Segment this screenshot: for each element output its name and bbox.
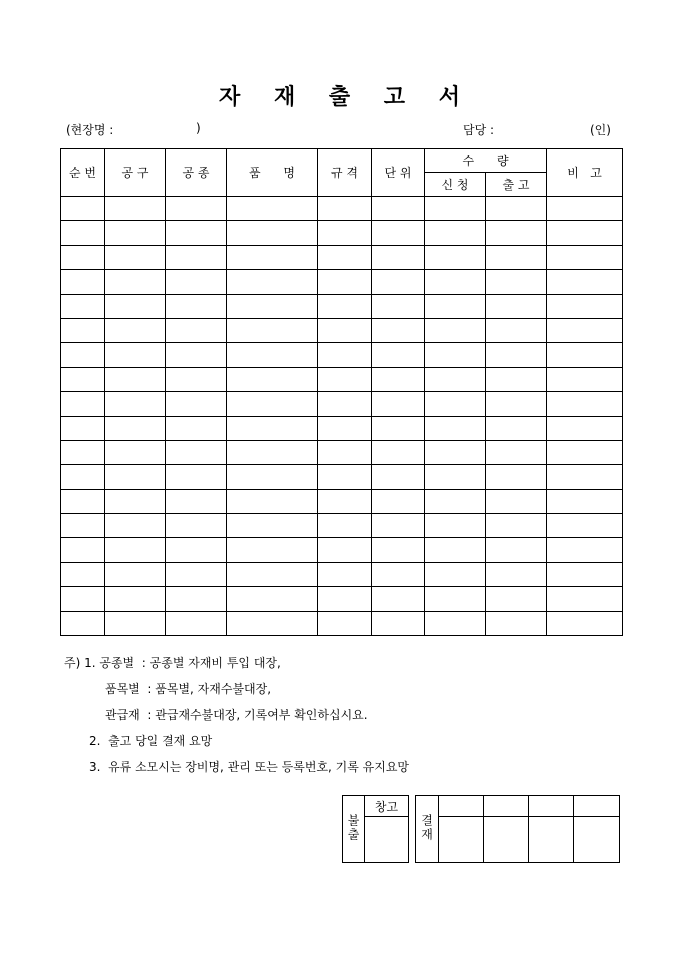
page-title: 자 재 출 고 서: [219, 84, 461, 110]
col-note-header: 비 고: [547, 149, 623, 197]
table-cell[interactable]: [318, 465, 372, 489]
table-cell[interactable]: [227, 294, 318, 318]
table-row: [61, 514, 623, 538]
table-row: [61, 562, 623, 586]
table-cell[interactable]: [105, 197, 166, 221]
table-cell[interactable]: [105, 611, 166, 635]
table-cell[interactable]: [166, 538, 227, 562]
table-cell[interactable]: [61, 538, 105, 562]
table-cell[interactable]: [105, 294, 166, 318]
table-row: [61, 245, 623, 269]
table-cell[interactable]: [425, 245, 486, 269]
table-cell[interactable]: [166, 416, 227, 440]
table-cell[interactable]: [425, 367, 486, 391]
table-cell[interactable]: [166, 343, 227, 367]
table-cell[interactable]: [105, 416, 166, 440]
table-cell[interactable]: [547, 318, 623, 342]
table-cell[interactable]: [547, 197, 623, 221]
table-cell[interactable]: [547, 440, 623, 464]
table-cell[interactable]: [372, 245, 425, 269]
table-row: [61, 489, 623, 513]
table-cell[interactable]: [227, 514, 318, 538]
table-row: [61, 367, 623, 391]
table-cell[interactable]: [227, 245, 318, 269]
table-cell[interactable]: [372, 465, 425, 489]
table-cell[interactable]: [547, 611, 623, 635]
table-cell[interactable]: [425, 416, 486, 440]
table-cell[interactable]: [318, 367, 372, 391]
table-cell[interactable]: [227, 343, 318, 367]
table-cell[interactable]: [318, 245, 372, 269]
table-cell[interactable]: [227, 538, 318, 562]
table-cell[interactable]: [486, 367, 547, 391]
approval-label: 결재: [416, 796, 439, 863]
table-cell[interactable]: [61, 294, 105, 318]
table-cell[interactable]: [166, 514, 227, 538]
notes: [64, 650, 409, 780]
table-cell[interactable]: [166, 611, 227, 635]
table-cell[interactable]: [425, 611, 486, 635]
table-cell[interactable]: [61, 514, 105, 538]
table-row: [61, 538, 623, 562]
table-cell[interactable]: [547, 367, 623, 391]
table-cell[interactable]: [105, 465, 166, 489]
table-cell[interactable]: [372, 197, 425, 221]
approval-sign-3: [529, 817, 574, 863]
table-cell[interactable]: [166, 587, 227, 611]
table-cell[interactable]: [547, 538, 623, 562]
note-1a: 공종별 : 공종별 자재비 투입 대장,: [99, 656, 281, 670]
table-cell[interactable]: [318, 587, 372, 611]
table-cell[interactable]: [547, 514, 623, 538]
table-cell[interactable]: [486, 197, 547, 221]
table-cell[interactable]: [166, 221, 227, 245]
table-cell[interactable]: [425, 221, 486, 245]
table-cell[interactable]: [372, 367, 425, 391]
dispatch-label: 불출: [343, 796, 365, 863]
table-cell[interactable]: [61, 562, 105, 586]
table-cell[interactable]: [486, 392, 547, 416]
table-cell[interactable]: [227, 587, 318, 611]
table-cell[interactable]: [372, 392, 425, 416]
table-cell[interactable]: [486, 270, 547, 294]
table-row: [61, 465, 623, 489]
table-cell[interactable]: [547, 465, 623, 489]
table-cell[interactable]: [61, 416, 105, 440]
table-cell[interactable]: [227, 392, 318, 416]
sign-gap: [409, 796, 416, 863]
table-cell[interactable]: [166, 318, 227, 342]
table-cell[interactable]: [61, 270, 105, 294]
table-cell[interactable]: [61, 465, 105, 489]
table-cell[interactable]: [372, 611, 425, 635]
table-cell[interactable]: [105, 587, 166, 611]
table-cell[interactable]: [425, 392, 486, 416]
table-cell[interactable]: [105, 343, 166, 367]
table-cell[interactable]: [166, 367, 227, 391]
table-cell[interactable]: [372, 318, 425, 342]
table-cell[interactable]: [547, 270, 623, 294]
table-cell[interactable]: [425, 587, 486, 611]
note-1b: 품목별 : 품목별, 자재수불대장,: [105, 682, 272, 696]
site-name-label: (현장명 :: [66, 123, 114, 137]
table-cell[interactable]: [318, 343, 372, 367]
col-unit-header: 단 위: [372, 149, 425, 197]
table-cell[interactable]: [425, 294, 486, 318]
table-cell[interactable]: [547, 343, 623, 367]
approval-head-4: [574, 796, 620, 817]
table-cell[interactable]: [318, 440, 372, 464]
approval-sign-1: [439, 817, 484, 863]
table-cell[interactable]: [372, 514, 425, 538]
table-cell[interactable]: [372, 489, 425, 513]
table-cell[interactable]: [372, 221, 425, 245]
table-cell[interactable]: [318, 270, 372, 294]
approval-box: [342, 795, 620, 863]
table-cell[interactable]: [227, 270, 318, 294]
approval-sign-4: [574, 817, 620, 863]
table-cell[interactable]: [61, 197, 105, 221]
table-cell[interactable]: [105, 318, 166, 342]
table-cell[interactable]: [105, 489, 166, 513]
table-cell[interactable]: [61, 367, 105, 391]
table-cell[interactable]: [227, 367, 318, 391]
note-prefix: 주) 1.: [64, 656, 96, 670]
table-cell[interactable]: [61, 245, 105, 269]
table-cell[interactable]: [318, 538, 372, 562]
table-cell[interactable]: [61, 440, 105, 464]
col-qty-header: 수 량: [425, 149, 547, 173]
table-row: [61, 318, 623, 342]
table-row: [61, 270, 623, 294]
table-cell[interactable]: [486, 416, 547, 440]
table-cell[interactable]: [166, 465, 227, 489]
table-cell[interactable]: [372, 294, 425, 318]
table-cell[interactable]: [547, 587, 623, 611]
table-cell[interactable]: [372, 538, 425, 562]
col-request-header: 신 청: [425, 173, 486, 197]
table-row: [61, 221, 623, 245]
table-cell[interactable]: [547, 416, 623, 440]
table-cell[interactable]: [105, 392, 166, 416]
table-cell[interactable]: [486, 343, 547, 367]
col-type-header: 공 종: [166, 149, 227, 197]
warehouse-sign: [365, 817, 409, 863]
table-cell[interactable]: [166, 562, 227, 586]
seal-label: (인): [590, 123, 611, 137]
table-cell[interactable]: [227, 611, 318, 635]
table-cell[interactable]: [61, 221, 105, 245]
table-cell[interactable]: [547, 489, 623, 513]
table-cell[interactable]: [425, 343, 486, 367]
approval-head-1: [439, 796, 484, 817]
table-row: [61, 416, 623, 440]
table-cell[interactable]: [372, 416, 425, 440]
material-table: [60, 148, 623, 636]
table-cell[interactable]: [547, 294, 623, 318]
note-2: 2. 출고 당일 결재 요망: [89, 734, 213, 748]
table-cell[interactable]: [318, 221, 372, 245]
table-cell[interactable]: [166, 270, 227, 294]
table-cell[interactable]: [318, 392, 372, 416]
table-cell[interactable]: [227, 221, 318, 245]
approval-head-2: [484, 796, 529, 817]
table-cell[interactable]: [105, 562, 166, 586]
col-issue-header: 출 고: [486, 173, 547, 197]
table-cell[interactable]: [486, 489, 547, 513]
table-cell[interactable]: [227, 562, 318, 586]
col-spec-header: 규 격: [318, 149, 372, 197]
table-cell[interactable]: [318, 318, 372, 342]
table-cell[interactable]: [486, 221, 547, 245]
table-cell[interactable]: [227, 465, 318, 489]
table-cell[interactable]: [547, 221, 623, 245]
table-cell[interactable]: [486, 245, 547, 269]
table-cell[interactable]: [166, 392, 227, 416]
table-cell[interactable]: [166, 489, 227, 513]
table-cell[interactable]: [61, 489, 105, 513]
note-1c: 관급재 : 관급재수불대장, 기록여부 확인하십시요.: [105, 708, 368, 722]
table-cell[interactable]: [318, 416, 372, 440]
table-cell[interactable]: [547, 245, 623, 269]
table-cell[interactable]: [227, 440, 318, 464]
table-cell[interactable]: [227, 489, 318, 513]
table-cell[interactable]: [61, 343, 105, 367]
table-cell[interactable]: [105, 538, 166, 562]
table-cell[interactable]: [318, 489, 372, 513]
table-cell[interactable]: [547, 392, 623, 416]
table-cell[interactable]: [486, 538, 547, 562]
table-cell[interactable]: [318, 294, 372, 318]
table-cell[interactable]: [486, 514, 547, 538]
table-cell[interactable]: [425, 562, 486, 586]
col-item-header: 품 명: [227, 149, 318, 197]
table-cell[interactable]: [372, 343, 425, 367]
table-cell[interactable]: [425, 197, 486, 221]
table-cell[interactable]: [486, 611, 547, 635]
table-cell[interactable]: [105, 440, 166, 464]
table-cell[interactable]: [486, 587, 547, 611]
manager-label: 담당 :: [463, 123, 495, 137]
table-cell[interactable]: [105, 514, 166, 538]
col-work-header: 공 구: [105, 149, 166, 197]
table-cell[interactable]: [425, 489, 486, 513]
note-3: 3. 유류 소모시는 장비명, 관리 또는 등록번호, 기록 유지요망: [89, 760, 410, 774]
table-cell[interactable]: [61, 587, 105, 611]
table-cell[interactable]: [166, 294, 227, 318]
table-cell[interactable]: [486, 294, 547, 318]
table-cell[interactable]: [166, 197, 227, 221]
table-cell[interactable]: [318, 514, 372, 538]
table-cell[interactable]: [61, 611, 105, 635]
table-cell[interactable]: [372, 587, 425, 611]
table-cell[interactable]: [486, 465, 547, 489]
approval-head-3: [529, 796, 574, 817]
table-cell[interactable]: [486, 562, 547, 586]
table-cell[interactable]: [425, 318, 486, 342]
warehouse-label: 창고: [365, 796, 409, 817]
table-cell[interactable]: [372, 440, 425, 464]
table-row: [61, 587, 623, 611]
table-cell[interactable]: [318, 562, 372, 586]
table-cell[interactable]: [227, 318, 318, 342]
table-cell[interactable]: [547, 562, 623, 586]
approval-sign-2: [484, 817, 529, 863]
table-cell[interactable]: [166, 245, 227, 269]
table-cell[interactable]: [105, 367, 166, 391]
table-cell[interactable]: [105, 221, 166, 245]
table-cell[interactable]: [425, 465, 486, 489]
table-row: [61, 392, 623, 416]
table-cell[interactable]: [486, 318, 547, 342]
table-cell[interactable]: [425, 514, 486, 538]
site-name-close: ): [196, 121, 201, 135]
table-cell[interactable]: [105, 270, 166, 294]
table-cell[interactable]: [227, 197, 318, 221]
table-cell[interactable]: [425, 440, 486, 464]
table-cell[interactable]: [425, 538, 486, 562]
table-cell[interactable]: [105, 245, 166, 269]
table-cell[interactable]: [318, 197, 372, 221]
table-row: [61, 440, 623, 464]
table-cell[interactable]: [61, 392, 105, 416]
table-row: [61, 343, 623, 367]
table-cell[interactable]: [61, 318, 105, 342]
table-row: [61, 197, 623, 221]
table-cell[interactable]: [227, 416, 318, 440]
table-row: [61, 611, 623, 635]
table-row: [61, 294, 623, 318]
col-seq-header: 순 번: [61, 149, 105, 197]
table-cell[interactable]: [166, 440, 227, 464]
table-cell[interactable]: [372, 562, 425, 586]
table-cell[interactable]: [425, 270, 486, 294]
table-cell[interactable]: [486, 440, 547, 464]
table-cell[interactable]: [318, 611, 372, 635]
table-cell[interactable]: [372, 270, 425, 294]
